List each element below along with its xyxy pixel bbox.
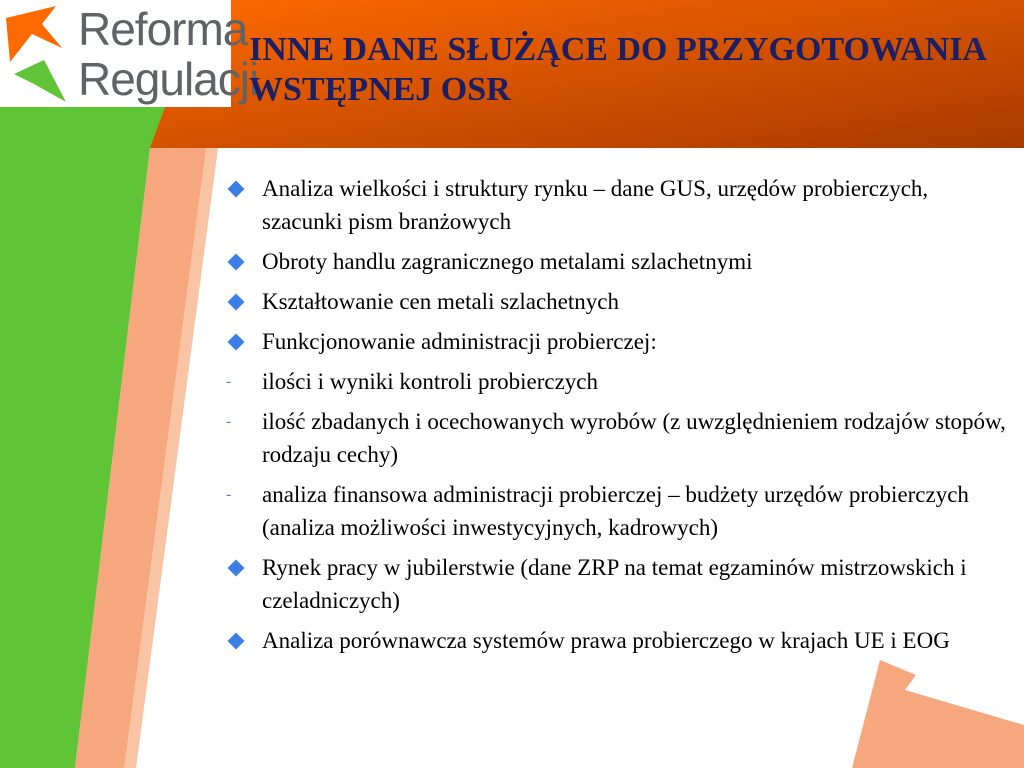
logo-arrows-icon — [4, 4, 76, 104]
bullet-list — [226, 172, 1006, 664]
dash-glyph: - — [226, 486, 232, 503]
logo-text-line2: Regulacji — [78, 53, 259, 105]
list-item — [226, 245, 1006, 278]
list-item-text: Funkcjonowanie administracji probierczej: — [262, 329, 657, 354]
list-item — [226, 172, 1006, 238]
logo — [0, 0, 259, 107]
dash-bullet-icon — [226, 365, 246, 398]
slide-title: INNE DANE SŁUŻĄCE DO PRZYGOTOWANIA WSTĘPNEJ OSR — [249, 31, 986, 108]
list-item-text: Analiza wielkości i struktury rynku – dane GUS, urzędów probierczych, szacunki pism branżowych — [262, 176, 929, 234]
list-item — [226, 478, 1006, 544]
dash-glyph: - — [226, 413, 232, 430]
list-item-text: ilość zbadanych i ocechowanych wyrobów (z uwzględnieniem rodzajów stopów, rodzaju cechy) — [262, 409, 1006, 467]
diamond-shape — [228, 181, 245, 198]
diamond-shape — [228, 294, 245, 311]
list-item — [226, 365, 1006, 398]
diamond-bullet-icon — [226, 551, 246, 584]
list-item — [226, 285, 1006, 318]
diamond-bullet-icon — [226, 325, 246, 358]
diamond-bullet-icon — [226, 245, 246, 278]
list-item-text: ilości i wyniki kontroli probierczych — [262, 369, 598, 394]
list-item — [226, 405, 1006, 471]
list-item-text: Rynek pracy w jubilerstwie (dane ZRP na temat egzaminów mistrzowskich i czeladniczych) — [262, 555, 967, 613]
diamond-bullet-icon — [226, 624, 246, 657]
diamond-shape — [228, 560, 245, 577]
dash-bullet-icon — [226, 478, 246, 511]
diamond-shape — [228, 254, 245, 271]
diamond-bullet-icon — [226, 285, 246, 318]
list-item — [226, 551, 1006, 617]
list-item-text: Obroty handlu zagranicznego metalami szlachetnymi — [262, 249, 753, 274]
list-item-text: Analiza porównawcza systemów prawa probierczego w krajach UE i EOG — [262, 628, 950, 653]
diamond-shape — [228, 633, 245, 650]
list-item — [226, 325, 1006, 358]
diamond-bullet-icon — [226, 172, 246, 205]
diamond-shape — [228, 334, 245, 351]
logo-text-line1: Reforma — [78, 3, 248, 55]
list-item-text: analiza finansowa administracji probierczej – budżety urzędów probierczych (analiza możliwości inwestycyjnych, kadrowych) — [262, 482, 969, 540]
list-item — [226, 624, 1006, 657]
list-item-text: Kształtowanie cen metali szlachetnych — [262, 289, 619, 314]
dash-bullet-icon — [226, 405, 246, 438]
dash-glyph: - — [226, 373, 232, 390]
